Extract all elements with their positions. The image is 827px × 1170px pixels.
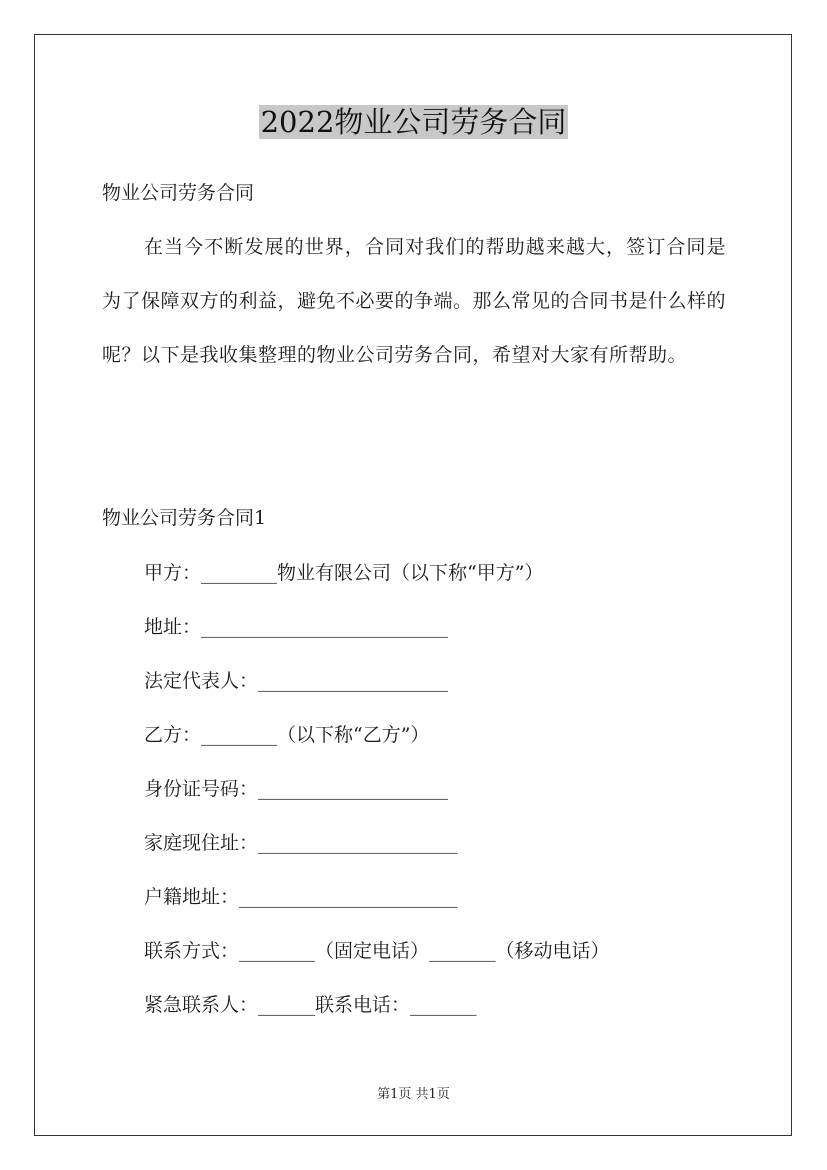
document-subtitle: 物业公司劳务合同 [102,182,255,204]
field-address: 地址：__________________________ [144,616,449,638]
field-registered-address: 户籍地址：_______________________ [144,886,458,908]
document-title: 2022物业公司劳务合同 [260,105,567,139]
field-home-address: 家庭现住址：_____________________ [144,832,458,854]
field-contact: 联系方式：________（固定电话）_______（移动电话） [144,940,610,962]
document-title-block [0,100,827,144]
intro-paragraph: 在当今不断发展的世界，合同对我们的帮助越来越大，签订合同是为了保障双方的利益，避免不必要的争端。那么常见的合同书是什么样的呢？以下是我收集整理的物业公司劳务合同，希望对大家有所帮助。 [102,236,727,366]
field-id-number: 身份证号码：____________________ [144,778,449,800]
section-title: 物业公司劳务合同1 [102,507,267,529]
page-footer: 第1页 共1页 [377,1087,450,1102]
field-emergency-contact: 紧急联系人：______联系电话：_______ [144,994,477,1016]
field-legal-representative: 法定代表人：____________________ [144,670,449,692]
field-party-b: 乙方：________（以下称“乙方”） [144,724,430,746]
field-party-a: 甲方：________物业有限公司（以下称“甲方”） [144,562,544,584]
